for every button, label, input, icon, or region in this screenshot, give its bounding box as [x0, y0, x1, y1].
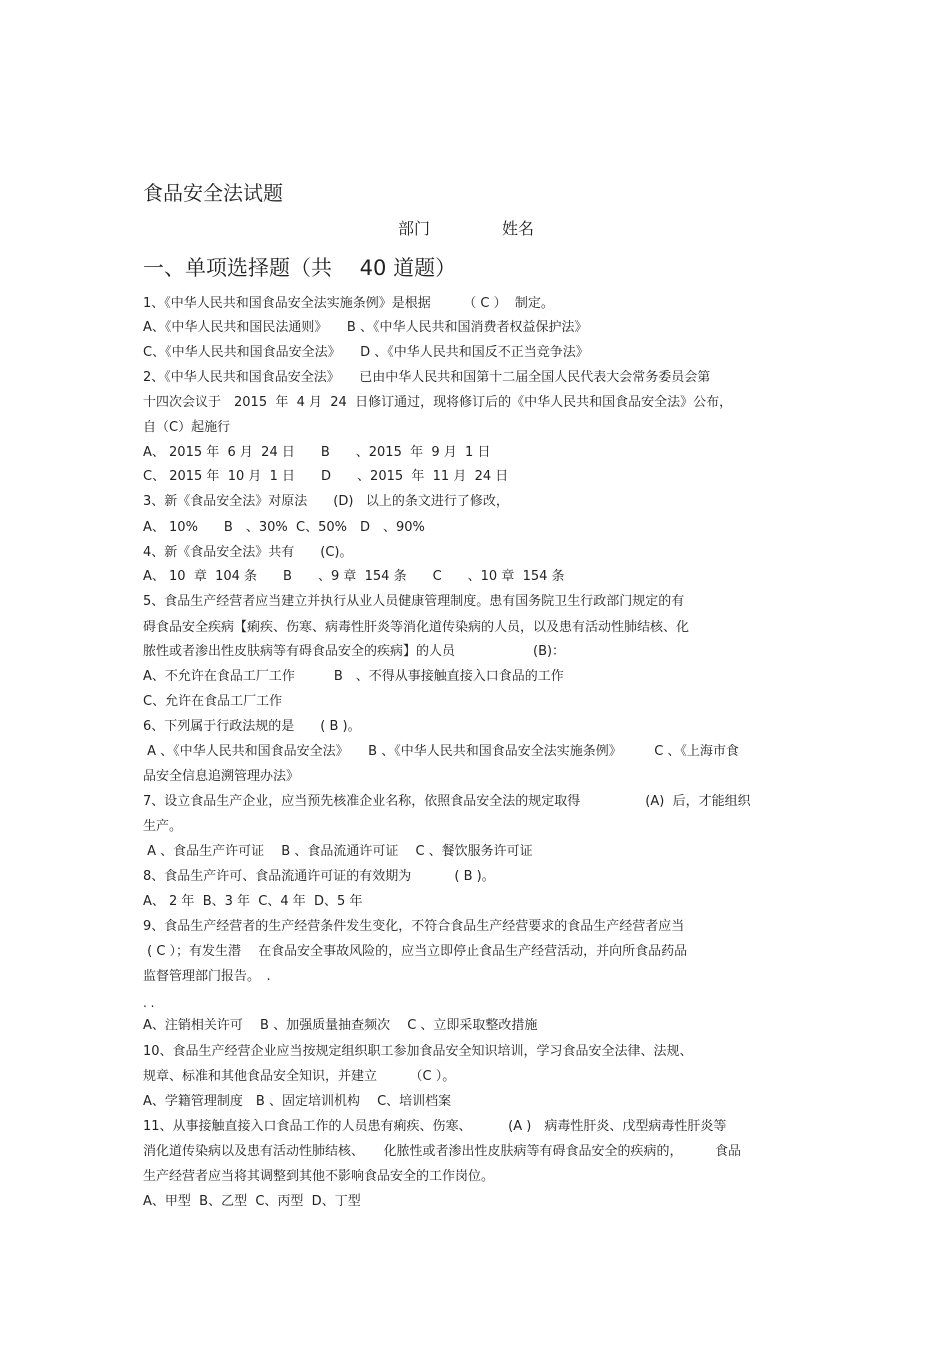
text-line: 5、食品生产经营者应当建立并执行从业人员健康管理制度。患有国务院卫生行政部门规定的有: [143, 594, 685, 609]
text-line: 9、食品生产经营者的生产经营条件发生变化，不符合食品生产经营要求的食品生产经营者应当: [143, 919, 685, 934]
text-line: A、《中华人民共和国民法通则》 B 、《中华人民共和国消费者权益保护法》: [143, 320, 588, 335]
text-line: 1、《中华人民共和国食品安全法实施条例》是根据 （ C ） 制定。: [143, 296, 554, 311]
department-label: 部门: [398, 219, 431, 238]
text-line: 规章、标准和其他食品安全知识，并建立 （C ）。: [143, 1069, 456, 1084]
section-title: 一、单项选择题（共 40 道题）: [143, 256, 457, 280]
text-line: C、允许在食品工厂工作: [143, 694, 283, 709]
text-line: 监督管理部门报告。 .: [143, 969, 271, 984]
text-line: A 、食品生产许可证 B 、食品流通许可证 C 、餐饮服务许可证: [143, 844, 533, 859]
text-line: A、 2 年 B、3 年 C、4 年 D、5 年: [143, 894, 363, 909]
text-line: 11、从事接触直接入口食品工作的人员患有痢疾、伤寒、 (A ) 病毒性肝炎、戊型病毒性肝炎等: [143, 1119, 727, 1134]
text-line: 碍食品安全疾病【痢疾、伤寒、病毒性肝炎等消化道传染病的人员，以及患有活动性肺结核、化: [143, 620, 690, 635]
text-line: 4、新《食品安全法》共有 (C)。: [143, 545, 353, 560]
text-line: 8、食品生产许可、食品流通许可证的有效期为 ( B )。: [143, 869, 495, 884]
text-line: C、 2015 年 10 月 1 日 D 、2015 年 11 月 24 日: [143, 469, 509, 484]
text-line: A、甲型 B、乙型 C、丙型 D、丁型: [143, 1194, 361, 1209]
text-line: 生产。: [143, 819, 183, 834]
text-line: C、《中华人民共和国食品安全法》 D 、《中华人民共和国反不正当竞争法》: [143, 345, 589, 360]
text-line: A 、《中华人民共和国食品安全法》 B 、《中华人民共和国食品安全法实施条例》 C 、《上海市食: [143, 744, 739, 759]
text-line: 十四次会议于 2015 年 4 月 24 日修订通过，现将修订后的《中华人民共和国食品安全法》公布，: [143, 395, 733, 410]
text-line: 消化道传染病以及患有活动性肺结核、 化脓性或者渗出性皮肤病等有碍食品安全的疾病的， 食品: [143, 1144, 742, 1159]
text-line: A、不允许在食品工厂工作 B 、不得从事接触直接入口食品的工作: [143, 669, 564, 684]
text-line: 脓性或者渗出性皮肤病等有碍食品安全的疾病】的人员 (B)：: [143, 644, 566, 659]
text-line: A、注销相关许可 B 、加强质量抽查频次 C 、立即采取整改措施: [143, 1018, 538, 1033]
name-label: 姓名: [502, 219, 535, 238]
document-title: 食品安全法试题: [143, 181, 283, 205]
text-line: . .: [143, 996, 155, 1010]
text-line: A、 10 章 104 条 B 、9 章 154 条 C 、10 章 154 条: [143, 569, 565, 584]
text-line: A、 10% B 、30% C、50% D 、90%: [143, 520, 425, 535]
text-line: 2、《中华人民共和国食品安全法》 已由中华人民共和国第十二届全国人民代表大会常务委员会第: [143, 370, 711, 385]
text-line: A、学籍管理制度 B 、固定培训机构 C、培训档案: [143, 1094, 452, 1109]
text-line: 10、食品生产经营企业应当按规定组织职工参加食品安全知识培训，学习食品安全法律、法规、: [143, 1044, 693, 1059]
text-line: 生产经营者应当将其调整到其他不影响食品安全的工作岗位。: [143, 1169, 495, 1184]
text-line: 6、下列属于行政法规的是 ( B )。: [143, 719, 361, 734]
text-line: 自（C）起施行: [143, 420, 231, 435]
text-line: 7、设立食品生产企业，应当预先核准企业名称，依照食品安全法的规定取得 (A) 后，才能组织: [143, 794, 751, 809]
text-line: 品安全信息追溯管理办法》: [143, 769, 300, 784]
text-line: ( C ）；有发生潜 在食品安全事故风险的，应当立即停止食品生产经营活动，并向所食品药品: [143, 944, 688, 959]
text-line: 3、新《食品安全法》对原法 (D) 以上的条文进行了修改，: [143, 494, 509, 509]
text-line: A、 2015 年 6 月 24 日 B 、2015 年 9 月 1 日: [143, 445, 491, 460]
